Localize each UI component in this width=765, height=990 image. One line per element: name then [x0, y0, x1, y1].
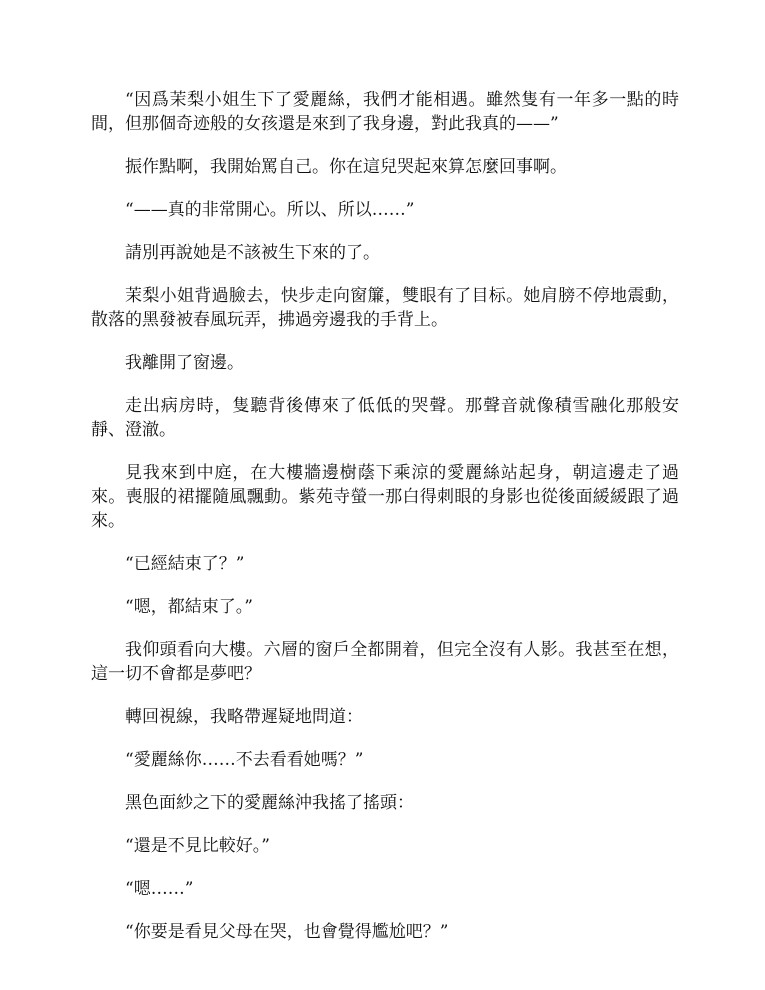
- paragraph: “嗯，都結束了。”: [125, 597, 253, 617]
- paragraph: 轉回視線，我略帶遲疑地問道：: [125, 707, 363, 727]
- paragraph: “你要是看見父母在哭，也會覺得尷尬吧？”: [125, 922, 449, 942]
- paragraph: “已經結束了？”: [125, 554, 245, 574]
- paragraph: 見我來到中庭，在大樓牆邊樹蔭下乘涼的愛麗絲站起身，朝這邊走了過來。喪服的裙擺隨風飄動。紫苑寺螢一那白得刺眼的身影也從後面緩緩跟了過來。: [91, 463, 679, 531]
- paragraph: “嗯……”: [125, 879, 194, 899]
- paragraph: 請別再說她是不該被生下來的了。: [125, 243, 380, 263]
- paragraph: “因爲茉梨小姐生下了愛麗絲，我們才能相遇。雖然隻有一年多一點的時間，但那個奇迹般的女孩還是來到了我身邊，對此我真的——”: [91, 90, 679, 134]
- paragraph: 茉梨小姐背過臉去，快步走向窗簾，雙眼有了目标。她肩膀不停地震動，散落的黑發被春風玩弄，拂過旁邊我的手背上。: [91, 286, 679, 330]
- paragraph: 走出病房時，隻聽背後傳來了低低的哭聲。那聲音就像積雪融化那般安靜、澄澈。: [91, 396, 679, 440]
- paragraph: “還是不見比較好。”: [125, 836, 270, 856]
- paragraph: “——真的非常開心。所以、所以……”: [125, 200, 415, 220]
- paragraph: 黑色面紗之下的愛麗絲沖我搖了搖頭：: [125, 793, 414, 813]
- paragraph: 我離開了窗邊。: [125, 353, 244, 373]
- paragraph: “愛麗絲你……不去看看她嗎？”: [125, 750, 364, 770]
- document-page: [91, 88, 679, 963]
- paragraph: 振作點啊，我開始罵自己。你在這兒哭起來算怎麼回事啊。: [125, 157, 567, 177]
- paragraph: 我仰頭看向大樓。六層的窗戶全都開着，但完全沒有人影。我甚至在想，這一切不會都是夢吧？: [91, 640, 679, 684]
